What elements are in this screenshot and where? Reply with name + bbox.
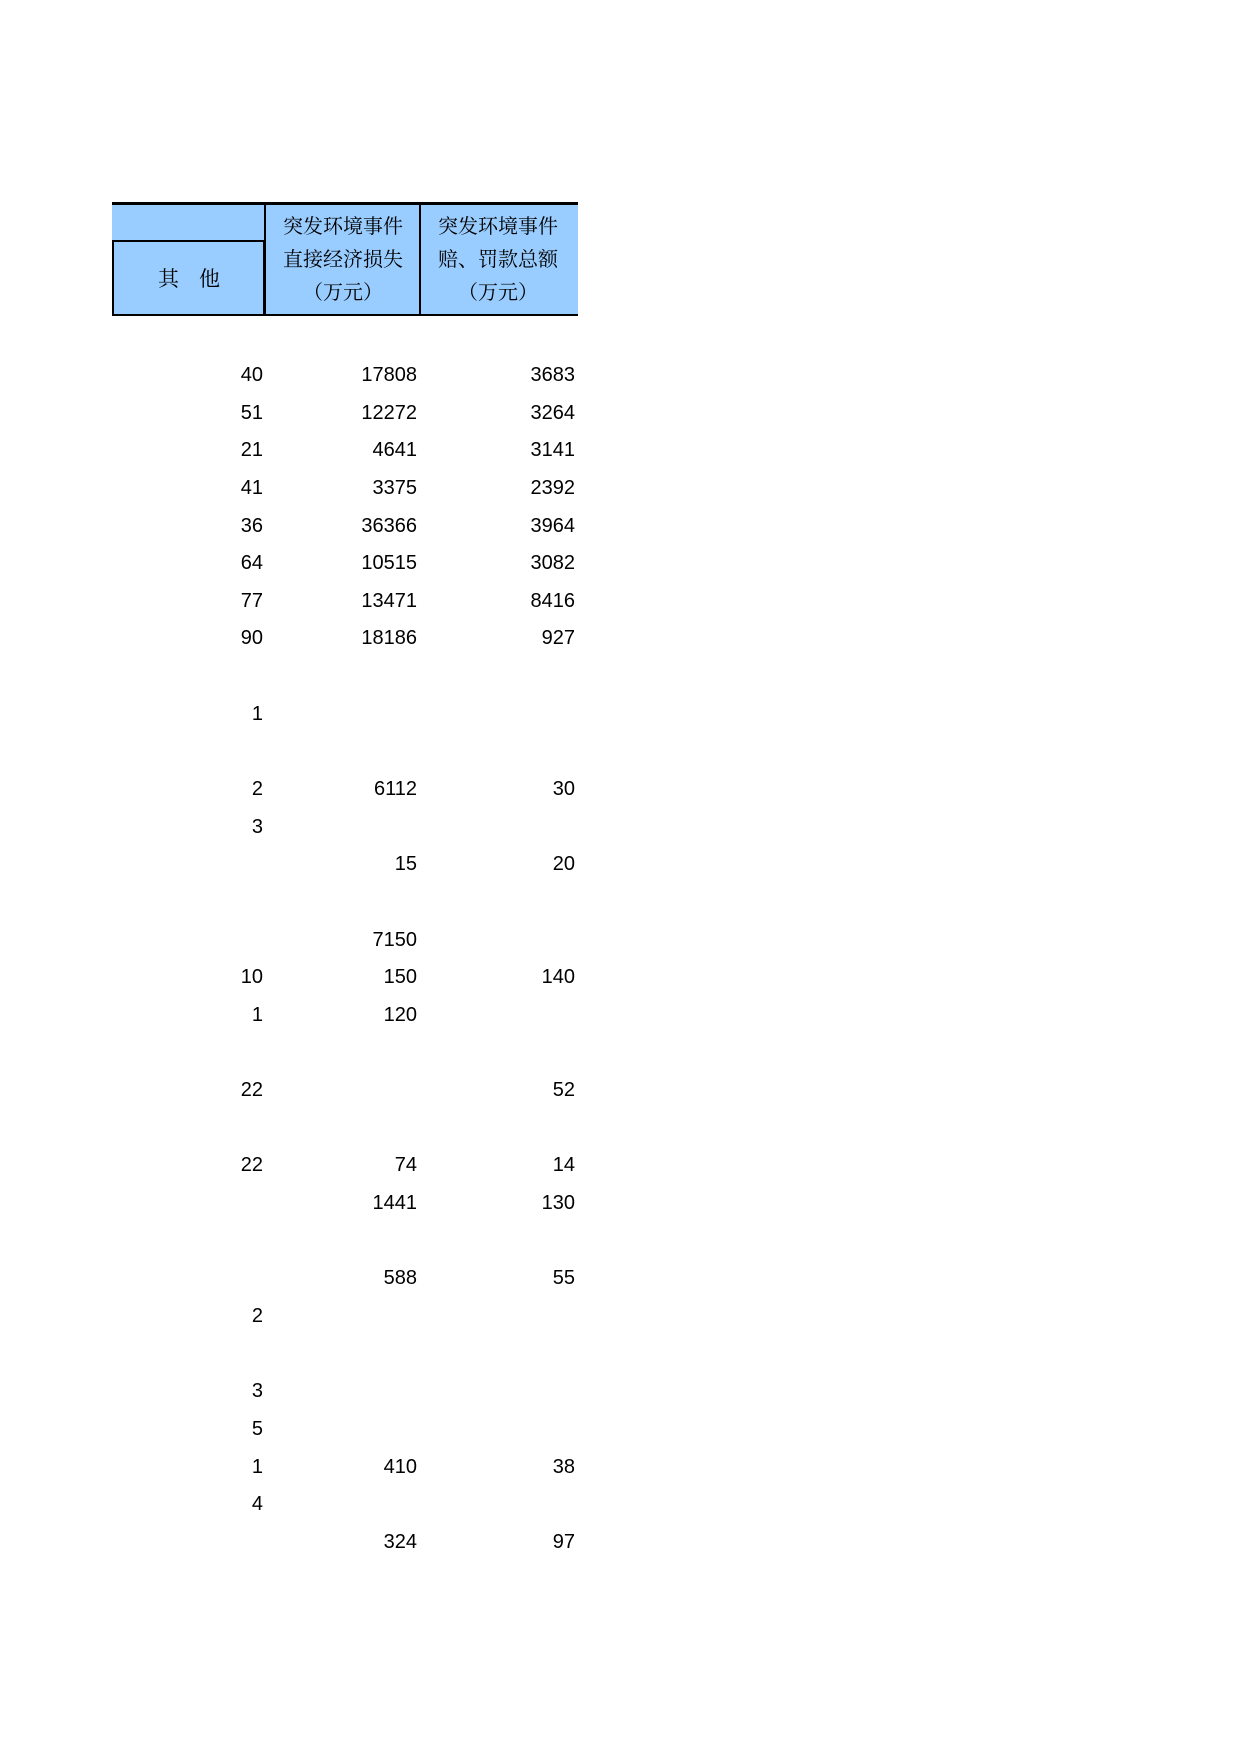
cell-direct-loss: 150 <box>383 966 417 989</box>
data-table <box>112 202 578 1553</box>
table-row <box>112 959 578 997</box>
cell-fines-total: 38 <box>552 1455 575 1478</box>
table-row <box>112 922 578 960</box>
cell-direct-loss: 15 <box>394 853 417 876</box>
header-line: 赔、罚款总额 <box>438 246 558 271</box>
table-row <box>112 1260 578 1298</box>
table-row <box>112 1185 578 1223</box>
cell-direct-loss: 324 <box>383 1530 417 1553</box>
table-body <box>112 357 578 1562</box>
cell-other: 3 <box>251 815 263 838</box>
table-row <box>112 1072 578 1110</box>
table-row <box>112 1035 578 1073</box>
header-other: 其他 <box>158 267 240 291</box>
header-line: 突发环境事件 <box>283 213 403 238</box>
cell-fines-total: 20 <box>552 853 575 876</box>
cell-other: 2 <box>251 1305 263 1328</box>
table-row <box>112 658 578 696</box>
cell-other: 3 <box>251 1380 263 1403</box>
cell-direct-loss: 120 <box>383 1003 417 1026</box>
cell-fines-total: 14 <box>552 1154 575 1177</box>
cell-direct-loss: 1441 <box>372 1192 417 1215</box>
cell-other: 36 <box>240 514 263 537</box>
table-row <box>112 1223 578 1261</box>
table-row <box>112 1336 578 1374</box>
cell-fines-total: 3683 <box>530 364 575 386</box>
cell-direct-loss: 18186 <box>361 627 417 650</box>
cell-direct-loss: 4641 <box>372 439 417 462</box>
cell-other: 41 <box>240 476 263 499</box>
header-line: 直接经济损失 <box>283 246 403 271</box>
cell-fines-total: 97 <box>552 1530 575 1553</box>
header-line: （万元） <box>303 279 383 304</box>
cell-direct-loss: 7150 <box>372 928 417 951</box>
table-header <box>112 202 578 316</box>
table-row <box>112 809 578 847</box>
table-row <box>112 1110 578 1148</box>
header-direct-loss <box>266 205 420 314</box>
cell-other: 1 <box>251 702 263 725</box>
cell-direct-loss: 3375 <box>372 476 417 499</box>
table-row <box>112 357 578 395</box>
cell-other: 40 <box>240 364 263 386</box>
cell-direct-loss: 588 <box>383 1267 417 1290</box>
table-row <box>112 432 578 470</box>
table-row <box>112 1486 578 1524</box>
cell-fines-total: 140 <box>541 966 575 989</box>
table-row <box>112 583 578 621</box>
table-row <box>112 1411 578 1449</box>
cell-fines-total: 30 <box>552 778 575 801</box>
cell-direct-loss: 6112 <box>373 778 417 801</box>
table-row <box>112 508 578 546</box>
cell-direct-loss: 10515 <box>361 552 417 575</box>
table-row <box>112 1147 578 1185</box>
table-row <box>112 696 578 734</box>
header-bottom-rule <box>112 314 578 316</box>
cell-fines-total: 3141 <box>530 439 575 462</box>
cell-other: 1 <box>251 1455 263 1478</box>
cell-other: 4 <box>251 1493 263 1516</box>
table-row <box>112 470 578 508</box>
table-row <box>112 1524 578 1562</box>
cell-fines-total: 3082 <box>530 552 575 575</box>
cell-direct-loss: 74 <box>394 1154 417 1177</box>
header-line: （万元） <box>458 279 538 304</box>
cell-other: 2 <box>251 778 263 801</box>
cell-other: 21 <box>240 439 263 462</box>
table-row <box>112 884 578 922</box>
cell-direct-loss: 13471 <box>361 589 417 612</box>
cell-fines-total: 52 <box>552 1079 575 1102</box>
cell-other: 22 <box>240 1079 263 1102</box>
header-fines-total <box>421 205 575 314</box>
table-row <box>112 395 578 433</box>
cell-fines-total: 8416 <box>530 589 575 612</box>
cell-fines-total: 130 <box>541 1192 575 1215</box>
table-row <box>112 545 578 583</box>
cell-other: 22 <box>240 1154 263 1177</box>
cell-other: 5 <box>251 1417 263 1440</box>
cell-other: 64 <box>240 552 263 575</box>
cell-other: 90 <box>240 627 263 650</box>
table-row <box>112 771 578 809</box>
cell-fines-total: 3964 <box>530 514 575 537</box>
table-row <box>112 620 578 658</box>
cell-direct-loss: 17808 <box>361 364 417 386</box>
cell-other: 51 <box>240 401 263 424</box>
cell-fines-total: 927 <box>541 627 575 650</box>
cell-other: 10 <box>240 966 263 989</box>
cell-fines-total: 2392 <box>530 476 575 499</box>
table-row <box>112 1298 578 1336</box>
table-row <box>112 997 578 1035</box>
cell-direct-loss: 410 <box>383 1455 417 1478</box>
cell-direct-loss: 12272 <box>361 401 417 424</box>
header-line: 突发环境事件 <box>438 213 558 238</box>
cell-fines-total: 3264 <box>530 401 575 424</box>
table-row <box>112 1373 578 1411</box>
cell-direct-loss: 36366 <box>361 514 417 537</box>
table-row <box>112 1449 578 1487</box>
table-row <box>112 733 578 771</box>
cell-other: 1 <box>251 1003 263 1026</box>
cell-other: 77 <box>240 589 263 612</box>
cell-fines-total: 55 <box>552 1267 575 1290</box>
table-row <box>112 846 578 884</box>
